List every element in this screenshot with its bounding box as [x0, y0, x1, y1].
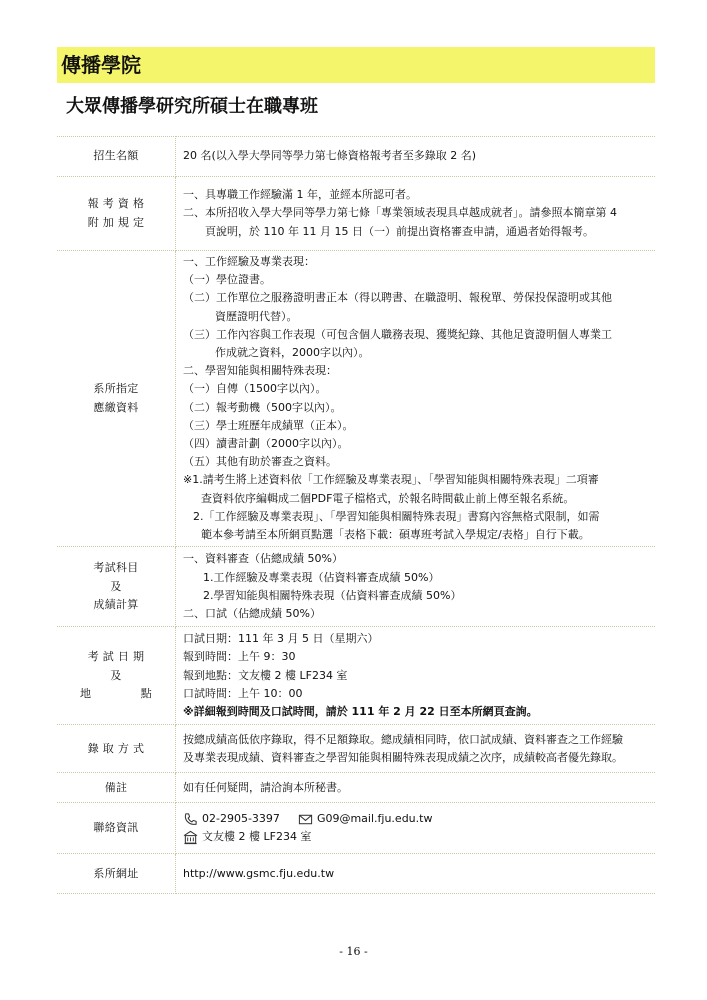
website-link[interactable]: http://www.gsmc.fju.edu.tw — [183, 866, 335, 880]
row-admission — [57, 725, 655, 773]
value-contact — [176, 803, 656, 854]
label-admission: 錄 取 方 式 — [57, 725, 176, 773]
contact-email[interactable]: G09@mail.fju.edu.tw — [316, 812, 433, 826]
label-documents: 系所指定 應繳資料 — [57, 251, 176, 547]
value-schedule: 口試日期：111 年 3 月 5 日（星期六） 報到時間：上午 9：30 報到地點：文友樓 2 樓 LF234 室 口試時間：上午 10：00 ※詳細報到時間及口試時間，請於 111 年 2 月 22 日至本所網頁查詢。 — [176, 627, 656, 725]
value-eligibility: 一、具專職工作經驗滿 1 年，並經本所認可者。 二、本所招收入學大學同等學力第七條「專業領域表現具卓越成就者」。請參照本簡章第 4 頁說明，於 110 年 11 月 15 日（一）前提出資格審查申請，通過者始得報考。 — [176, 177, 656, 251]
college-title: 傳播學院 — [61, 53, 141, 77]
value-quota: 20 名(以入學大學同等學力第七條資格報考者至多錄取 2 名) — [176, 137, 656, 177]
label-quota: 招生名額 — [57, 137, 176, 177]
schedule-notice: ※詳細報到時間及口試時間，請於 111 年 2 月 22 日至本所網頁查詢。 — [183, 705, 538, 719]
admission-info-table — [57, 136, 655, 894]
contact-phone-email — [183, 810, 651, 828]
value-website — [176, 854, 656, 894]
page-number: - 16 - — [339, 945, 368, 958]
college-header — [57, 47, 655, 83]
label-exam: 考試科目 及 成績計算 — [57, 547, 176, 627]
row-documents — [57, 251, 655, 547]
email-icon — [298, 812, 313, 827]
value-remarks: 如有任何疑問，請洽詢本所秘書。 — [176, 773, 656, 803]
label-remarks: 備註 — [57, 773, 176, 803]
value-exam: 一、資料審查（佔總成績 50%） 1.工作經驗及專業表現（佔資料審查成績 50%） 2.學習知能與相關特殊表現（佔資料審查成績 50%） 二、口試（佔總成績 50%） — [176, 547, 656, 627]
row-contact — [57, 803, 655, 854]
building-icon — [183, 830, 198, 845]
row-schedule — [57, 627, 655, 725]
row-eligibility — [57, 177, 655, 251]
value-documents: 一、工作經驗及專業表現： （一）學位證書。 （二）工作單位之服務證明書正本（得以聘書、在職證明、報稅單、勞保投保證明或其他 資歷證明代替）。 （三）工作內容與工作表現（可包含個人職務表現、獲獎紀錄、其他足資證明個人專業工 作成就之資料，2000字以內）。 二、學習知能與相關特殊表現： （一）自傳（1500字以內）。 （二）報考動機（500字以內）。 （三）學士班歷年成績單（正本）。 （四）讀書計劃（2000字以內）。 （五）其他有助於審查之資料。 ※1.請考生將上述資料依「工作經驗及專業表現」、「學習知能與相關特殊表現」二項審 查資料依序編輯成二個PDF電子檔格式，於報名時間截止前上傳至報名系統。 2.「工作經驗及專業表現」、「學習知能與相關特殊表現」書寫內容無格式限制，如需 範本參考請至本所網頁點選「表格下載：碩專班考試入學規定/表格」自行下載。 — [176, 251, 656, 547]
contact-phone: 02-2905-3397 — [202, 812, 280, 826]
label-website: 系所網址 — [57, 854, 176, 894]
row-remarks — [57, 773, 655, 803]
contact-address: 文友樓 2 樓 LF234 室 — [202, 830, 312, 844]
phone-icon — [183, 812, 198, 827]
label-contact: 聯絡資訊 — [57, 803, 176, 854]
label-schedule: 考 試 日 期 及 地 點 — [57, 627, 176, 725]
label-location: 地 點 — [80, 686, 152, 700]
row-website — [57, 854, 655, 894]
program-title: 大眾傳播學研究所碩士在職專班 — [66, 96, 318, 117]
value-admission: 按總成績高低依序錄取，得不足額錄取。總成績相同時，依口試成績、資料審查之工作經驗 及專業表現成績、資料審查之學習知能與相關特殊表現成績之次序，成績較高者優先錄取。 — [176, 725, 656, 773]
contact-address-line — [183, 828, 651, 846]
row-exam — [57, 547, 655, 627]
row-quota — [57, 137, 655, 177]
label-eligibility: 報 考 資 格 附 加 規 定 — [57, 177, 176, 251]
